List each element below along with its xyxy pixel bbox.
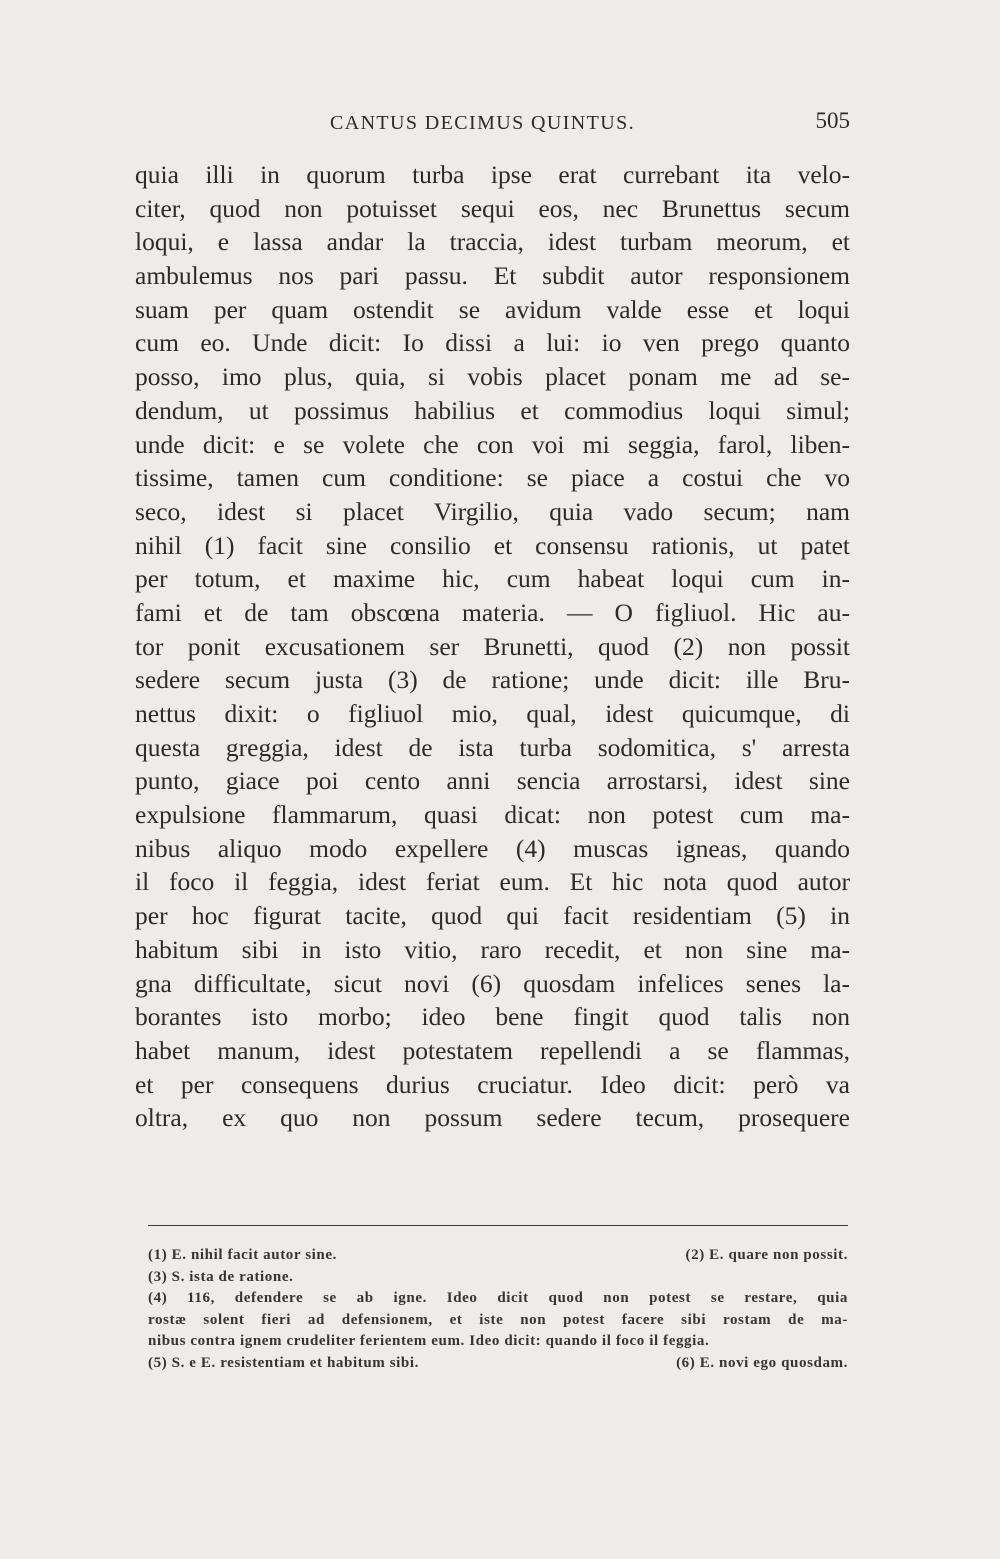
text-line: oltra, ex quo non possum sedere tecum, prosequere [135, 1103, 850, 1133]
text-line: il foco il feggia, idest feriat eum. Et hic nota quod autor [135, 867, 850, 897]
text-line: nettus dixit: o figliuol mio, qual, idest quicumque, di [135, 699, 850, 728]
footnote-rule [148, 1225, 848, 1226]
main-text [135, 158, 850, 1135]
text-line: citer, quod non potuisset sequi eos, nec Brunettus secum [135, 193, 850, 223]
footnote-4-line: rostæ solent fieri ad defensionem, et iste non potest facere sibi rostam de ma- [148, 1311, 848, 1328]
text-line: nibus aliquo modo expellere (4) muscas igneas, quando [135, 833, 850, 863]
footnote-4 [148, 1288, 848, 1353]
running-head [135, 108, 850, 148]
footnote-4-line: nibus contra ignem crudeliter ferientem eum. Ideo dicit: quando il foco il feggia. [148, 1333, 710, 1349]
text-line: per totum, et maxime hic, cum habeat loqui cum in- [135, 564, 850, 594]
text-line: sedere secum justa (3) de ratione; unde dicit: ille Bru- [135, 665, 850, 695]
page-number: 505 [815, 108, 850, 133]
text-line: seco, idest si placet Virgilio, quia vado secum; nam [135, 496, 850, 526]
text-line: cum eo. Unde dicit: Io dissi a lui: io ven prego quanto [135, 328, 850, 358]
footnotes [148, 1245, 848, 1374]
text-line: per hoc figurat tacite, quod qui facit residentiam (5) in [135, 901, 850, 931]
text-line: questa greggia, idest de ista turba sodomitica, s' arresta [135, 732, 850, 762]
text-line: gna difficultate, sicut novi (6) quosdam infelices senes la- [135, 968, 850, 998]
text-line: expulsione flammarum, quasi dicat: non potest cum ma- [135, 800, 850, 830]
text-line: habet manum, idest potestatem repellendi a se flammas, [135, 1035, 850, 1065]
text-line: punto, giace poi cento anni sencia arrostarsi, idest sine [135, 766, 850, 796]
text-line: nihil (1) facit sine consilio et consensu rationis, ut patet [135, 530, 850, 560]
footnote-5: (5) S. e E. resistentiam et habitum sibi. [148, 1354, 419, 1371]
footnote-row [148, 1245, 848, 1267]
text-line: et per consequens durius cruciatur. Ideo dicit: però va [135, 1069, 850, 1099]
text-line: tor ponit excusationem ser Brunetti, quod (2) non possit [135, 631, 850, 661]
text-line: loqui, e lassa andar la traccia, idest turbam meorum, et [135, 227, 850, 257]
text-line: ambulemus nos pari passu. Et subdit autor responsionem [135, 261, 850, 291]
text-line: borantes isto morbo; ideo bene fingit quod talis non [135, 1002, 850, 1032]
text-line: fami et de tam obscœna materia. — O figliuol. Hic au- [135, 597, 850, 627]
text-line: habitum sibi in isto vitio, raro recedit, et non sine ma- [135, 934, 850, 964]
text-line: dendum, ut possimus habilius et commodius loqui simul; [135, 395, 850, 425]
footnote-4-line: (4) 116, defendere se ab igne. Ideo dicit quod non potest se restare, quia [148, 1290, 848, 1306]
text-line: unde dicit: e se volete che con voi mi seggia, farol, liben- [135, 429, 850, 459]
footnote-6: (6) E. novi ego quosdam. [676, 1354, 848, 1371]
text-line: posso, imo plus, quia, si vobis placet ponam me ad se- [135, 362, 850, 392]
footnote-3: (3) S. ista de ratione. [148, 1268, 294, 1285]
footnote-2: (2) E. quare non possit. [685, 1247, 848, 1263]
text-line: quia illi in quorum turba ipse erat currebant ita velo- [135, 160, 850, 189]
footnote-1: (1) E. nihil facit autor sine. [148, 1247, 337, 1263]
text-line: suam per quam ostendit se avidum valde esse et loqui [135, 294, 850, 324]
text-line: tissime, tamen cum conditione: se piace a costui che vo [135, 463, 850, 493]
footnote-row [148, 1353, 848, 1375]
running-title: CANTUS DECIMUS QUINTUS. [330, 112, 635, 134]
